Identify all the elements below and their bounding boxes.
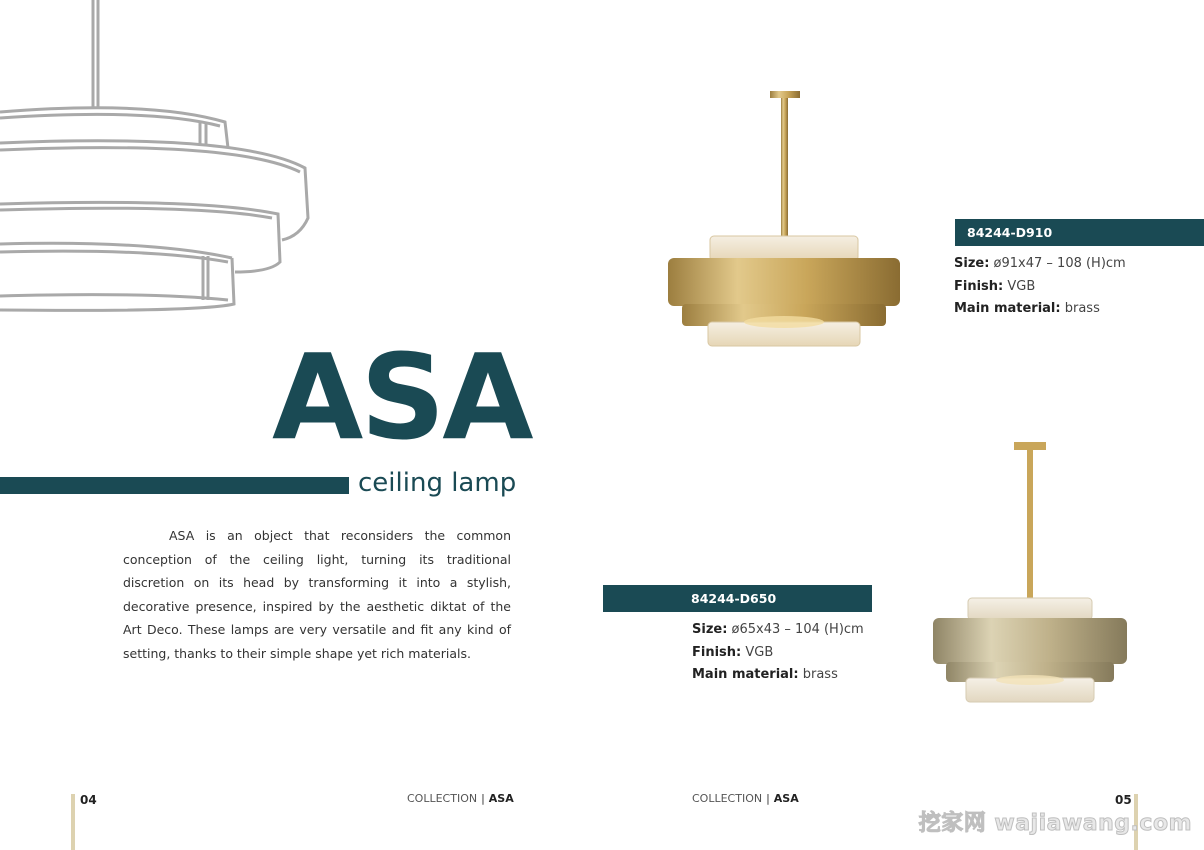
lamp-photo-small-icon — [928, 438, 1132, 708]
product-code-bar-1: 84244-D910 — [955, 219, 1204, 246]
watermark: 挖家网 wajiawang.com — [918, 811, 1192, 836]
lamp-line-drawing-icon — [0, 0, 330, 320]
lamp-photo-large-icon — [660, 86, 908, 356]
title-accent-bar — [0, 477, 349, 494]
spec-finish-2: Finish: VGB — [692, 644, 774, 660]
product-description: ASA is an object that reconsiders the common conception of the ceiling light, turning its traditional discretion on its head by transforming it into a stylish, decorative presence, inspired by the aesthetic diktat of the Art Deco. These lamps are very versatile and fit any kind of setting, thanks to their simple shape yet rich materials. — [123, 528, 511, 661]
product-category: ceiling lamp — [358, 468, 517, 498]
footer-collection-left: COLLECTION | ASA — [407, 792, 514, 805]
spec-finish-1: Finish: VGB — [954, 278, 1036, 294]
product-title: ASA — [272, 328, 531, 466]
footer-collection-right: COLLECTION | ASA — [692, 792, 799, 805]
spec-material-2: Main material: brass — [692, 667, 838, 682]
product-code-bar-2: 84244-D650 — [603, 585, 872, 612]
product-specs-2 — [692, 619, 922, 687]
spec-size-2: Size: ø65x43 – 104 (H)cm — [692, 622, 864, 637]
page-number-left: 04 — [80, 793, 97, 807]
product-specs-1 — [954, 253, 1204, 321]
footer-accent-line-left — [71, 794, 75, 850]
spec-size-1: Size: ø91x47 – 108 (H)cm — [954, 256, 1126, 271]
page-number-right: 05 — [1115, 793, 1132, 807]
spec-material-1: Main material: brass — [954, 301, 1100, 316]
